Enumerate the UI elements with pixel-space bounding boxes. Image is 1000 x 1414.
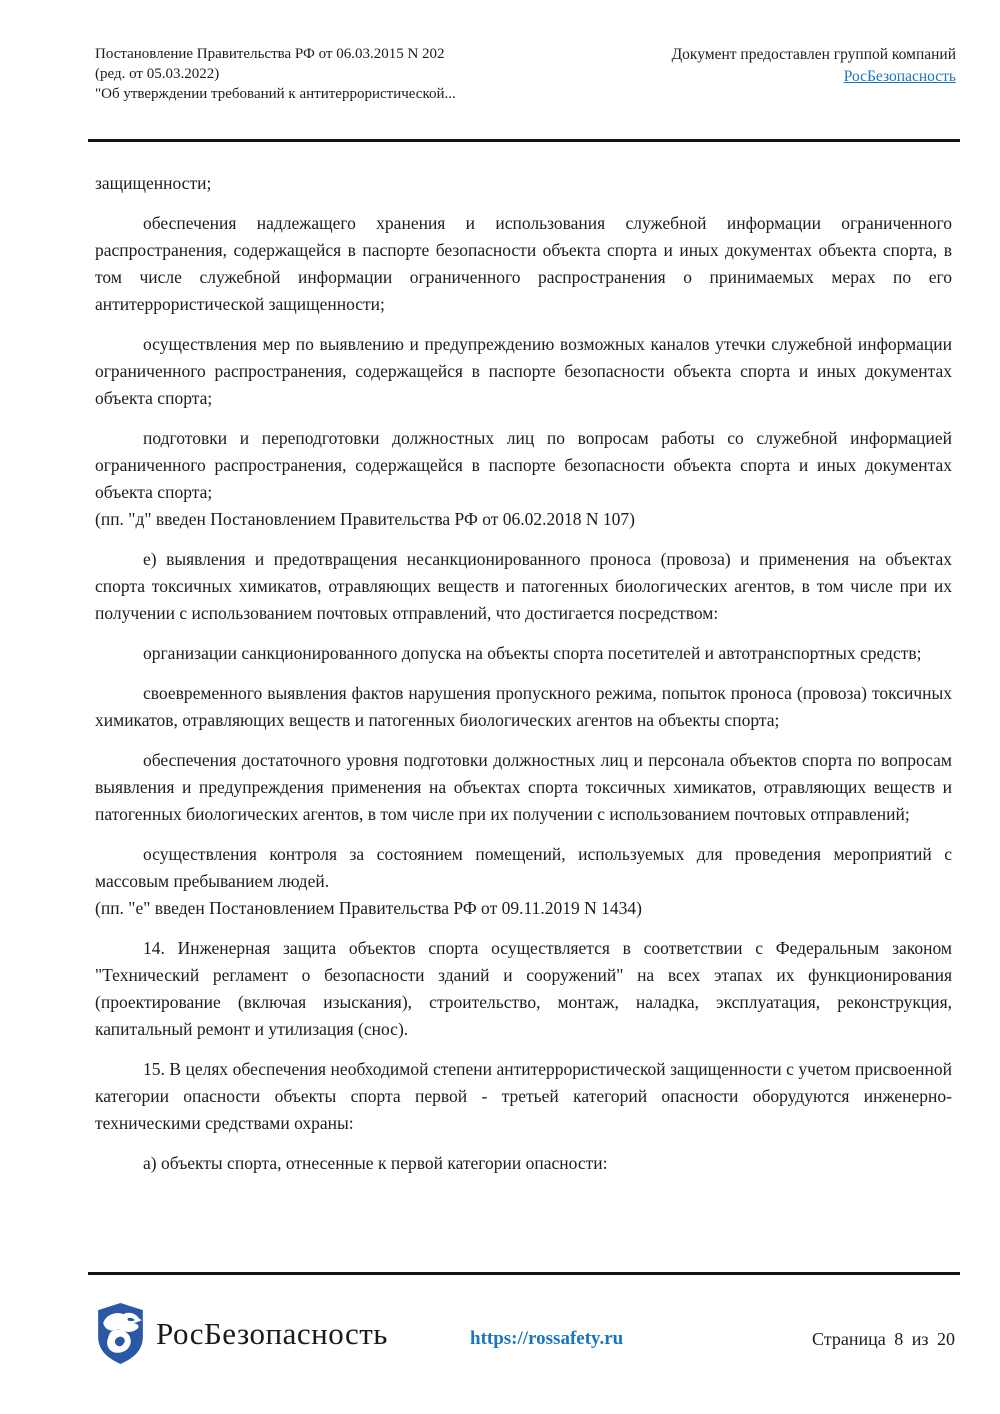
paragraph-block <box>95 841 952 922</box>
paragraph: своевременного выявления фактов нарушения пропускного режима, попыток проноса (провоза) токсичных химикатов, отравляющих веществ и патогенных биологических агентов на объекты спорта; <box>95 683 952 730</box>
shield-eagle-icon <box>97 1302 144 1365</box>
company-logo-text: РосБезопасность <box>156 1315 388 1351</box>
paragraph-block <box>95 425 952 533</box>
paragraph-block <box>95 747 952 828</box>
page-header <box>95 44 956 104</box>
provider-text: Документ предоставлен группой компаний <box>671 46 956 63</box>
document-title-line-2: (ред. от 05.03.2022) <box>95 66 220 82</box>
paragraph: осуществления контроля за состоянием помещений, используемых для проведения мероприятий с массовым пребыванием людей. <box>95 844 952 891</box>
paragraph: подготовки и переподготовки должностных лиц по вопросам работы со служебной информацией ограниченного распространения, содержащейся в паспорте безопасности объекта спорта и иных документах объекта спорта; <box>95 428 952 502</box>
paragraph: 14. Инженерная защита объектов спорта осуществляется в соответствии с Федеральным законом "Технический регламент о безопасности зданий и сооружений" на всех этапах их функционирования (проектирование (включая изыскания), строительство, монтаж, наладка, эксплуатация, реконструкция, капитальный ремонт и утилизация (снос). <box>95 938 952 1039</box>
provider-link[interactable]: РосБезопасность <box>843 68 956 85</box>
amendment-note: (пп. "д" введен Постановлением Правительства РФ от 06.02.2018 N 107) <box>95 509 635 529</box>
paragraph: обеспечения достаточного уровня подготовки должностных лиц и персонала объектов спорта по вопросам выявления и предупреждения применения на объектах спорта токсичных химикатов, отравляющих веществ и патогенных биологических агентов, в том числе при их получении с использованием почтовых отправлений; <box>95 750 952 824</box>
document-title-block <box>95 44 456 104</box>
document-title-line-3: "Об утверждении требований к антитеррористической... <box>95 86 456 102</box>
document-title-line-1: Постановление Правительства РФ от 06.03.2015 N 202 <box>95 46 445 62</box>
paragraph: а) объекты спорта, отнесенные к первой категории опасности: <box>143 1153 608 1173</box>
amendment-note: (пп. "е" введен Постановлением Правительства РФ от 09.11.2019 N 1434) <box>95 898 642 918</box>
page-number: Страница 8 из 20 <box>812 1329 955 1349</box>
paragraph: е) выявления и предотвращения несанкционированного проноса (провоза) и применения на объектах спорта токсичных химикатов, отравляющих веществ и патогенных биологических агентов, в том числе при их получении с использованием почтовых отправлений, что достигается посредством: <box>95 549 952 623</box>
document-body <box>95 170 952 1190</box>
paragraph-block <box>95 1056 952 1137</box>
paragraph-block <box>95 546 952 627</box>
paragraph: 15. В целях обеспечения необходимой степени антитеррористической защищенности с учетом присвоенной категории опасности объекты спорта первой - третьей категорий опасности оборудуются инженерно-техническими средствами охраны: <box>95 1059 952 1133</box>
footer-divider <box>88 1272 960 1275</box>
footer-url-link[interactable]: https://rossafety.ru <box>470 1328 624 1349</box>
paragraph-block <box>95 170 952 197</box>
page-footer <box>95 1296 955 1386</box>
paragraph-block <box>95 640 952 667</box>
company-logo <box>97 1302 388 1365</box>
paragraph-block <box>95 935 952 1043</box>
paragraph-block <box>95 210 952 318</box>
paragraph-block <box>95 1150 952 1177</box>
paragraph: организации санкционированного допуска на объекты спорта посетителей и автотранспортных средств; <box>143 643 922 663</box>
provider-block <box>672 44 956 88</box>
paragraph-block <box>95 680 952 734</box>
header-divider <box>88 139 960 142</box>
paragraph: обеспечения надлежащего хранения и использования служебной информации ограниченного распространения, содержащейся в паспорте безопасности объекта спорта и иных документах объекта спорта, в том числе служебной информации ограниченного распространения о принимаемых мерах по его антитеррористической защищенности; <box>95 213 952 314</box>
paragraph-block <box>95 331 952 412</box>
paragraph: осуществления мер по выявлению и предупреждению возможных каналов утечки служебной информации ограниченного распространения, содержащейся в паспорте безопасности объекта спорта и иных документах объекта спорта; <box>95 334 952 408</box>
paragraph: защищенности; <box>95 173 212 193</box>
